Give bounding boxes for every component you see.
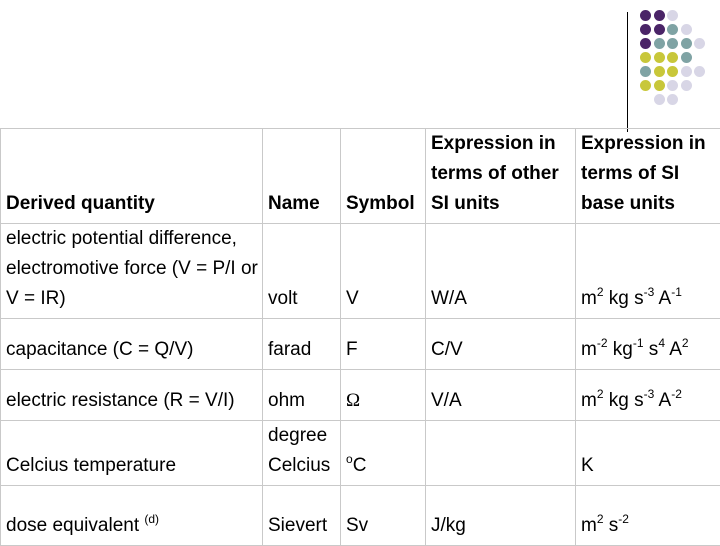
table-row (1, 319, 720, 370)
cell-other-units: V/A (426, 370, 576, 421)
cell-quantity: Celcius temperature (1, 421, 263, 486)
decorative-dot (694, 38, 705, 49)
cell-quantity: capacitance (C = Q/V) (1, 319, 263, 370)
cell-other-units (426, 421, 576, 486)
decorative-dot (681, 52, 692, 63)
decorative-dot (654, 66, 665, 77)
header-name: Name (263, 129, 341, 224)
decorative-dot (654, 10, 665, 21)
decorative-dot (640, 52, 651, 63)
cell-name: degree Celcius (263, 421, 341, 486)
decorative-dot (654, 94, 665, 105)
decorative-dot (640, 10, 651, 21)
decorative-dot (640, 24, 651, 35)
decorative-dot (667, 52, 678, 63)
decorative-dot-grid (640, 10, 710, 115)
cell-symbol: V (341, 224, 426, 319)
decorative-dot (667, 38, 678, 49)
cell-other-units: W/A (426, 224, 576, 319)
table-row (1, 421, 720, 486)
header-derived-quantity: Derived quantity (1, 129, 263, 224)
cell-symbol: F (341, 319, 426, 370)
cell-quantity: dose equivalent $^{(d)}$ (1, 486, 263, 546)
decorative-dot (681, 38, 692, 49)
cell-other-units: C/V (426, 319, 576, 370)
decorative-dot (640, 66, 651, 77)
decorative-dot (667, 10, 678, 21)
cell-base-units: $m^2$ $s^{-2}$ (576, 486, 720, 546)
decorative-dot (681, 24, 692, 35)
table-row (1, 224, 720, 319)
cell-name: volt (263, 224, 341, 319)
decorative-dot (640, 80, 651, 91)
si-derived-units-table (0, 128, 720, 546)
cell-base-units: K (576, 421, 720, 486)
decorative-dot (667, 80, 678, 91)
header-symbol: Symbol (341, 129, 426, 224)
cell-other-units: J/kg (426, 486, 576, 546)
cell-symbol: Sv (341, 486, 426, 546)
cell-base-units: $m^{-2}$ $kg^{-1}$ $s^4$ $A^2$ (576, 319, 720, 370)
decorative-dot (640, 38, 651, 49)
decorative-dot (667, 66, 678, 77)
cell-symbol: $^o$C (341, 421, 426, 486)
cell-quantity: electric potential difference, electromotive force (V = P/I or V = IR) (1, 224, 263, 319)
decorative-dot (681, 66, 692, 77)
decorative-dot (654, 24, 665, 35)
decorative-dot (694, 66, 705, 77)
cell-symbol: Ω (341, 370, 426, 421)
cell-name: farad (263, 319, 341, 370)
decorative-dot (654, 52, 665, 63)
decorative-vertical-line (627, 12, 628, 132)
cell-base-units: $m^2$ kg $s^{-3}$ $A^{-2}$ (576, 370, 720, 421)
header-other-si-units: Expression in terms of other SI units (426, 129, 576, 224)
decorative-dot (654, 80, 665, 91)
cell-quantity: electric resistance (R = V/I) (1, 370, 263, 421)
table-header-row (1, 129, 720, 224)
decorative-dot (667, 24, 678, 35)
decorative-dot (667, 94, 678, 105)
cell-name: ohm (263, 370, 341, 421)
decorative-dot (654, 38, 665, 49)
header-si-base-units: Expression in terms of SI base units (576, 129, 720, 224)
cell-name: Sievert (263, 486, 341, 546)
decorative-dot (681, 80, 692, 91)
cell-base-units: $m^2$ kg $s^{-3}$ $A^{-1}$ (576, 224, 720, 319)
table-row (1, 486, 720, 546)
table-row (1, 370, 720, 421)
